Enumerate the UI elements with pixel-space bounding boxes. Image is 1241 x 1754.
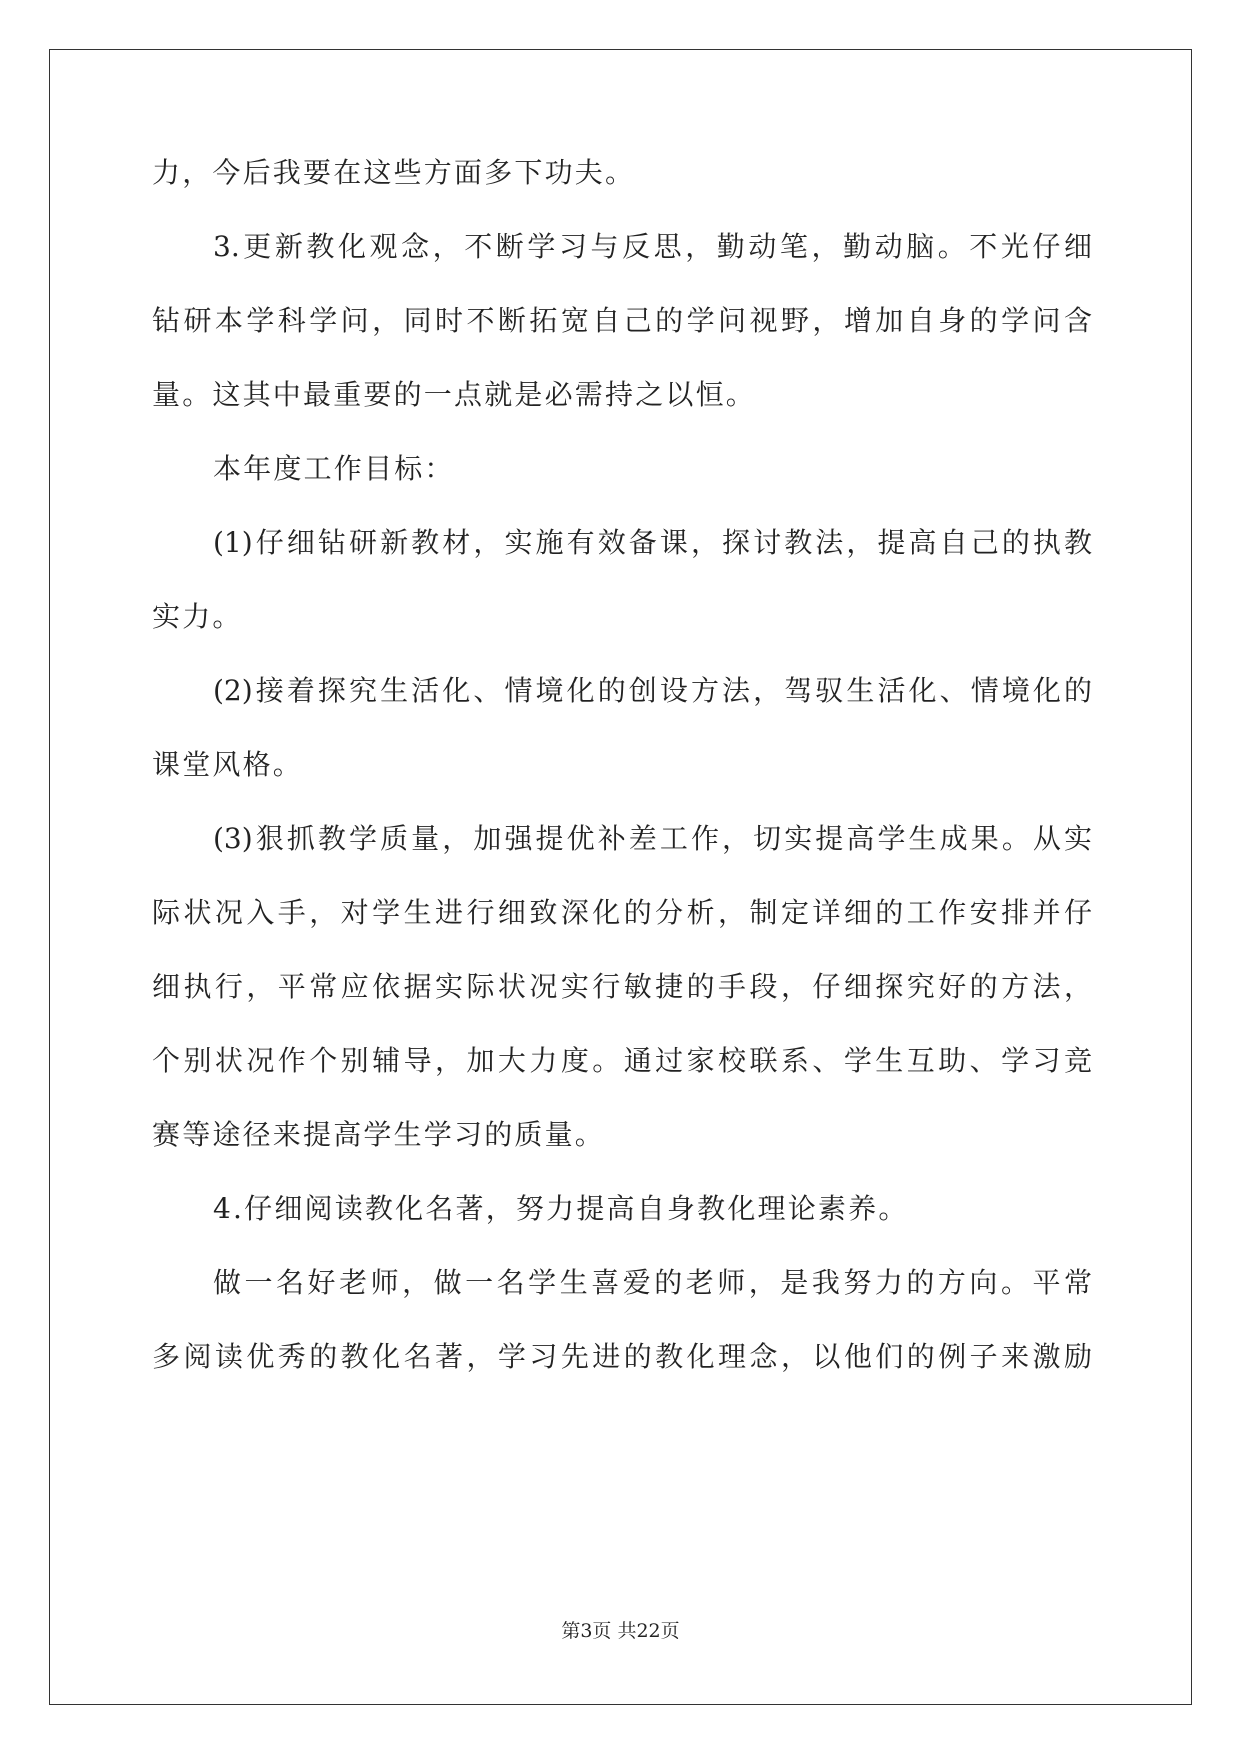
- text-line: 个别状况作个别辅导，加大力度。通过家校联系、学生互助、学习竞: [152, 1044, 1092, 1077]
- text-line: 量。这其中最重要的一点就是必需持之以恒。: [152, 378, 757, 411]
- text-line: 力，今后我要在这些方面多下功夫。: [152, 156, 636, 189]
- list-item-line: (1)仔细钻研新教材，实施有效备课，探讨教法，提高自己的执教: [213, 526, 1092, 559]
- paragraph-line: 4.仔细阅读教化名著，努力提高自身教化理论素养。: [213, 1192, 909, 1225]
- text-line: 细执行，平常应依据实际状况实行敏捷的手段，仔细探究好的方法，: [152, 970, 1092, 1003]
- list-item-line: (2)接着探究生活化、情境化的创设方法，驾驭生活化、情境化的: [213, 674, 1092, 707]
- page-number-footer: 第3页 共22页: [561, 1620, 680, 1642]
- list-item-line: (3)狠抓教学质量，加强提优补差工作，切实提高学生成果。从实: [213, 822, 1092, 855]
- section-heading: 本年度工作目标：: [213, 452, 455, 485]
- text-line: 钻研本学科学问，同时不断拓宽自己的学问视野，增加自身的学问含: [152, 304, 1092, 337]
- text-line: 多阅读优秀的教化名著，学习先进的教化理念，以他们的例子来激励: [152, 1340, 1092, 1373]
- text-line: 实力。: [152, 600, 243, 633]
- paragraph-line: 做一名好老师，做一名学生喜爱的老师，是我努力的方向。平常: [213, 1266, 1092, 1299]
- page-border: [49, 49, 1192, 1705]
- text-line: 课堂风格。: [152, 748, 304, 781]
- text-line: 赛等途径来提高学生学习的质量。: [152, 1118, 606, 1151]
- paragraph-line: 3.更新教化观念，不断学习与反思，勤动笔，勤动脑。不光仔细: [213, 230, 1092, 263]
- text-line: 际状况入手，对学生进行细致深化的分析，制定详细的工作安排并仔: [152, 896, 1092, 929]
